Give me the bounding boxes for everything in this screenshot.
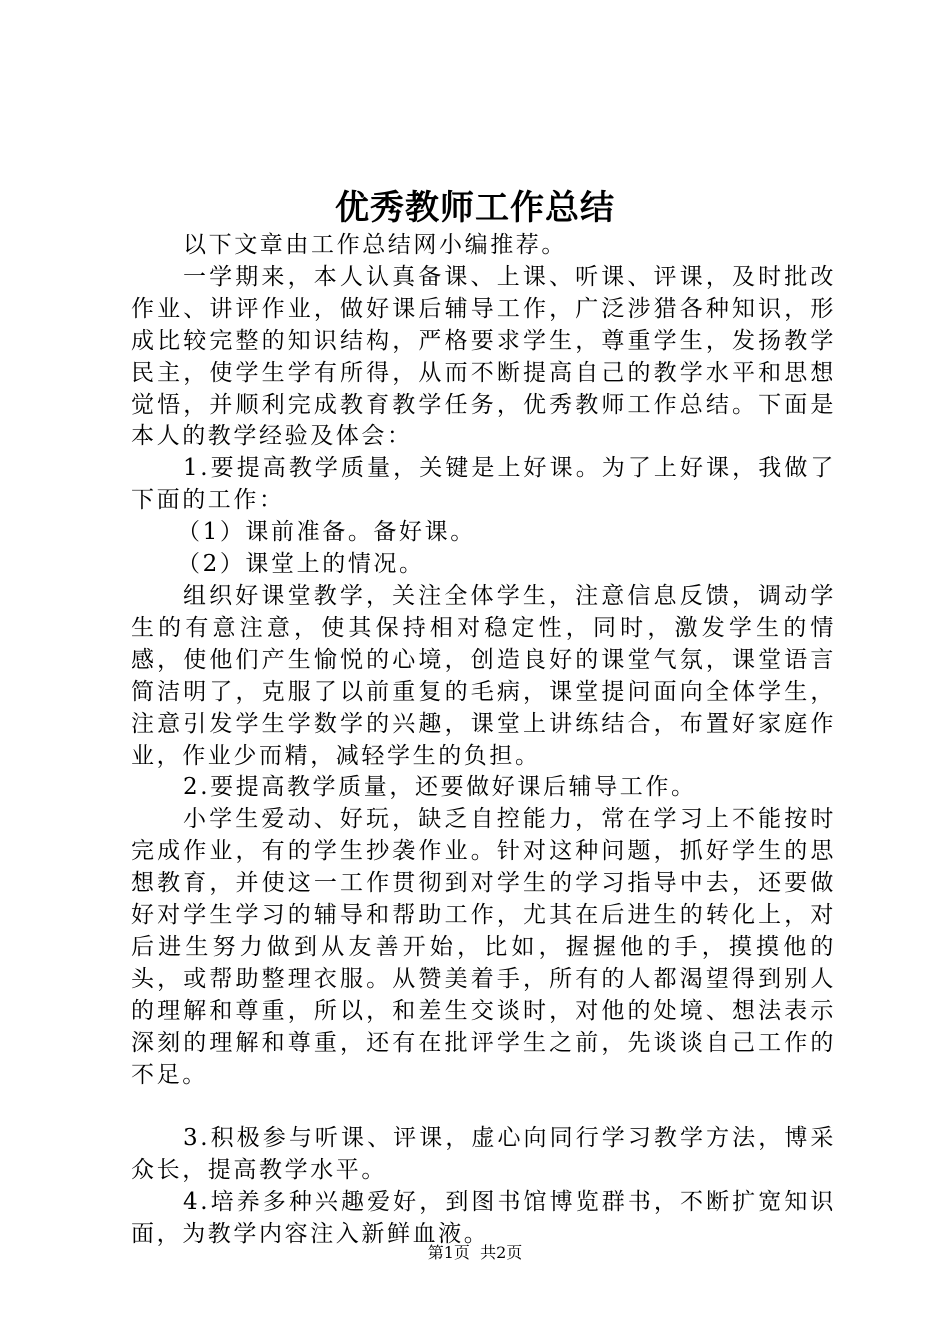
document-body [131,230,836,1251]
page-number-footer: 第1页 共2页 [427,1243,523,1262]
point-1-sub-2: （2）课堂上的情况。 [177,551,425,578]
point-3-paragraph: 3.积极参与听课、评课，虚心向同行学习教学方法，博采众长，提高教学水平。 [131,1125,836,1184]
paragraph-spacer [131,1091,836,1123]
classroom-paragraph: 组织好课堂教学，关注全体学生，注意信息反馈，调动学生的有意注意，使其保持相对稳定性，同时，激发学生的情感，使他们产生愉悦的心境，创造良好的课堂气氛，课堂语言简洁明了，克服了以前重复的毛病，课堂提问面向全体学生，注意引发学生学数学的兴趣，课堂上讲练结合，布置好家庭作业，作业少而精，减轻学生的负担。 [131,582,836,769]
document-title: 优秀教师工作总结 [335,188,615,228]
point-2-paragraph: 2.要提高教学质量，还要做好课后辅导工作。 [183,774,697,801]
point-1-paragraph: 1.要提高教学质量，关键是上好课。为了上好课，我做了下面的工作： [131,455,836,514]
point-1-sub-1: （1）课前准备。备好课。 [177,519,476,546]
intro-paragraph: 以下文章由工作总结网小编推荐。 [183,232,567,258]
point-4-paragraph: 4.培养多种兴趣爱好，到图书馆博览群书，不断扩宽知识面，为教学内容注入新鲜血液。 [131,1189,836,1248]
tutoring-paragraph: 小学生爱动、好玩，缺乏自控能力，常在学习上不能按时完成作业，有的学生抄袭作业。针对这种问题，抓好学生的思想教育，并使这一工作贯彻到对学生的学习指导中去，还要做好对学生学习的辅导和帮助工作，尤其在后进生的转化上，对后进生努力做到从友善开始，比如，握握他的手，摸摸他的头，或帮助整理衣服。从赞美着手，所有的人都渴望得到别人的理解和尊重，所以，和差生交谈时，对他的处境、想法表示深刻的理解和尊重，还有在批评学生之前，先谈谈自己工作的不足。 [131,806,836,1088]
summary-paragraph: 一学期来，本人认真备课、上课、听课、评课，及时批改作业、讲评作业，做好课后辅导工作，广泛涉猎各种知识，形成比较完整的知识结构，严格要求学生，尊重学生，发扬教学民主，使学生学有所得，从而不断提高自己的教学水平和思想觉悟，并顺利完成教育教学任务，优秀教师工作总结。下面是本人的教学经验及体会： [131,263,836,450]
